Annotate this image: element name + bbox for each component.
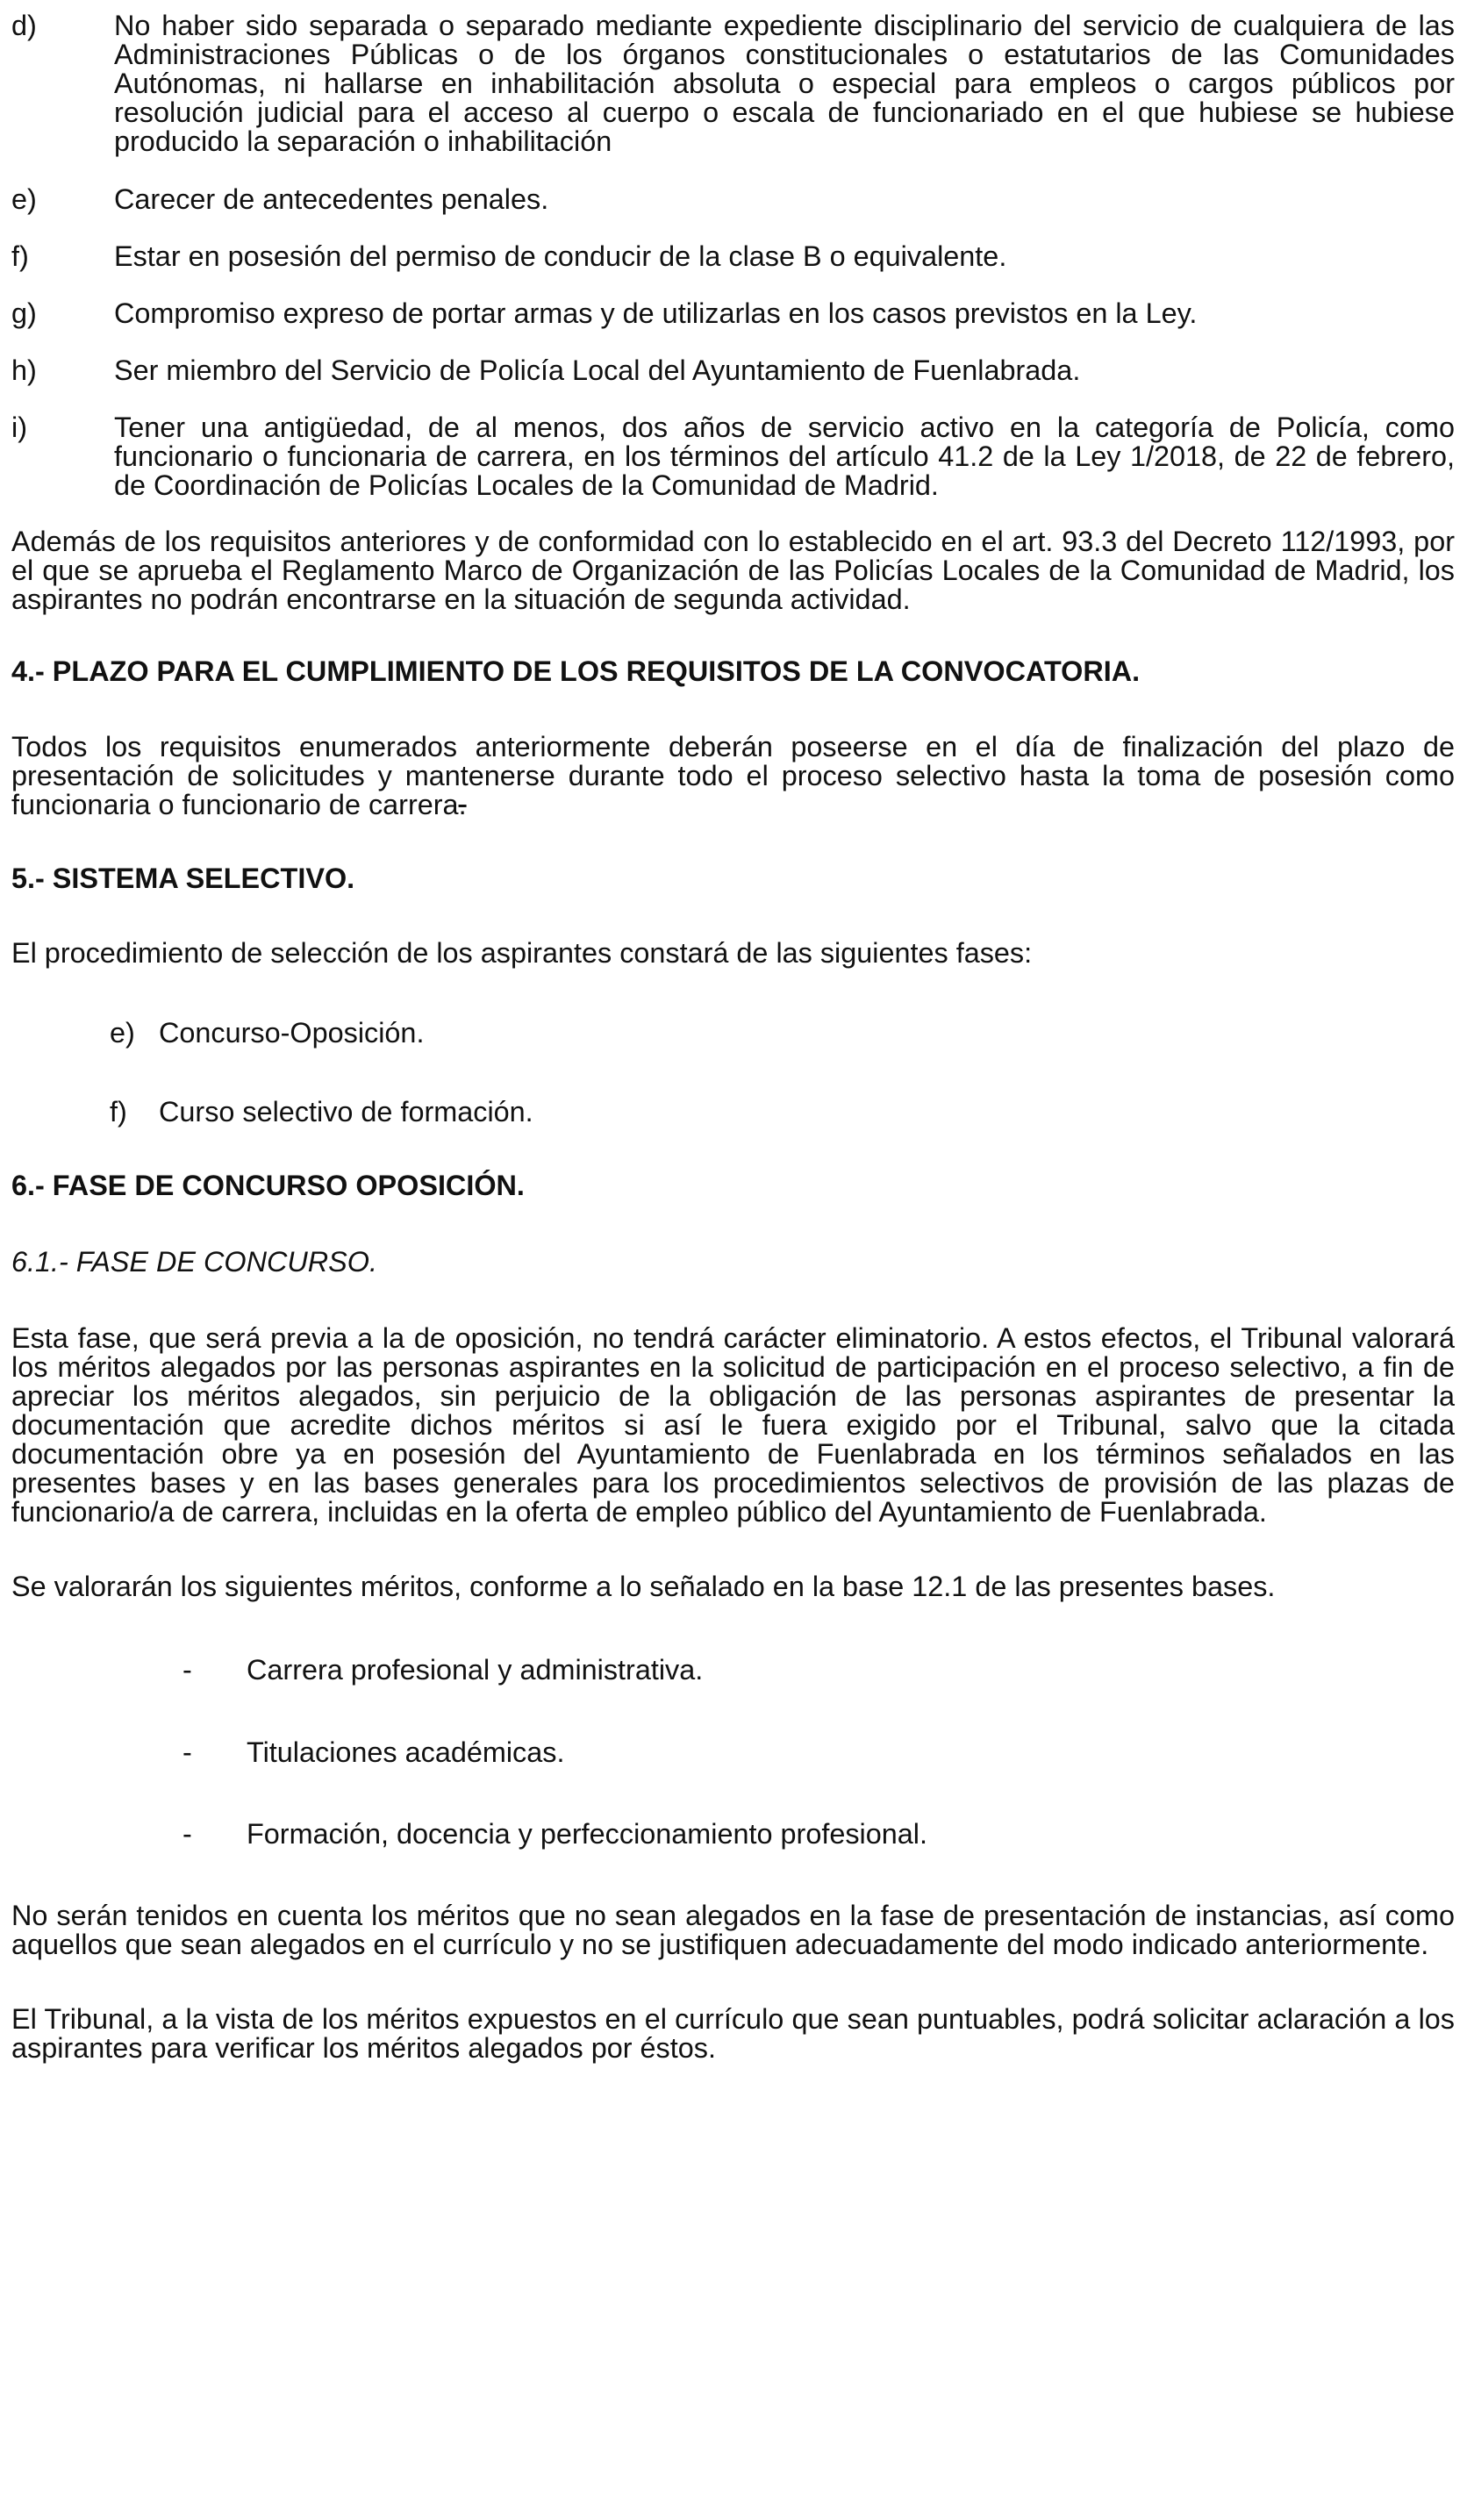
- requirement-letter: g): [11, 297, 37, 329]
- phase-text: Curso selectivo de formación.: [159, 1096, 533, 1128]
- requirement-letter: h): [11, 354, 37, 386]
- merit-dash: -: [182, 1818, 192, 1850]
- concurso-paragraph: Esta fase, que será previa a la de oposición, no tendrá carácter eliminatorio. A estos efectos, el Tribunal valorará los méritos alegados por las personas aspirantes en la solicitud de participación en el proceso selectivo, a fin de apreciar los méritos alegados, sin perjuicio de la obligación de las personas aspirantes de presentar la documentación que acredite dichos méritos si así le fuera exigido por el Tribunal, salvo que la citada documentación obre ya en posesión del Ayuntamiento de Fuenlabrada en los términos señalados en las presentes bases y en las bases generales para los procedimientos selectivos de provisión de las plazas de funcionario/a de carrera, incluidas en la oferta de empleo público del Ayuntamiento de Fuenlabrada.: [11, 1322, 1455, 1528]
- requirement-text: Ser miembro del Servicio de Policía Local del Ayuntamiento de Fuenlabrada.: [114, 354, 1081, 386]
- section-5-intro: El procedimiento de selección de los aspirantes constará de las siguientes fases:: [11, 937, 1033, 969]
- merit-item: [11, 1656, 1455, 1685]
- requirement-text: No haber sido separada o separado mediante expediente disciplinario del servicio de cualquiera de las Administraciones Públicas o de los órganos constitucionales o estatutarios de las Comunidades Autónomas, ni hallarse en inhabilitación absoluta o especial para empleos o cargos públicos por resolución judicial para el acceso al cuerpo o escala de funcionariado en el que hubiese se hubiese producido la separación o inhabilitación: [114, 10, 1455, 157]
- document-page: [11, 11, 1455, 2063]
- additional-paragraph: Además de los requisitos anteriores y de conformidad con lo establecido en el art. 93.3 del Decreto 112/1993, por el que se aprueba el Reglamento Marco de Organización de las Policías Locales de la Comunidad de Madrid, los aspirantes no podrán encontrarse en la situación de segunda actividad.: [11, 526, 1455, 615]
- merit-text: Titulaciones académicas.: [247, 1736, 565, 1768]
- section-4-heading: 4.- PLAZO PARA EL CUMPLIMIENTO DE LOS REQUISITOS DE LA CONVOCATORIA.: [11, 655, 1141, 687]
- section-6-1-subheading: 6.1.- FASE DE CONCURSO.: [11, 1246, 377, 1278]
- phase-letter: f): [110, 1096, 127, 1128]
- merit-text: Formación, docencia y perfeccionamiento profesional.: [247, 1818, 927, 1850]
- merits-intro: Se valorarán los siguientes méritos, conforme a lo señalado en la base 12.1 de las presentes bases.: [11, 1571, 1276, 1602]
- merit-dash: -: [182, 1654, 192, 1686]
- requirement-item: [11, 11, 1455, 156]
- section-4-text: Todos los requisitos enumerados anteriormente deberán poseerse en el día de finalización del plazo de presentación de solicitudes y mantenerse durante todo el proceso selectivo hasta la toma de posesión como funcionaria o funcionario de carrera: [11, 731, 1455, 820]
- section-5-heading: 5.- SISTEMA SELECTIVO.: [11, 863, 355, 894]
- requirement-item: [11, 185, 1455, 214]
- section-6-heading: 6.- FASE DE CONCURSO OPOSICIÓN.: [11, 1170, 525, 1201]
- requirement-letter: i): [11, 412, 27, 443]
- phase-letter: e): [110, 1017, 135, 1049]
- requirement-item: [11, 242, 1455, 271]
- unalleged-merits-paragraph: No serán tenidos en cuenta los méritos que no sean alegados en la fase de presentación de instancias, así como aquellos que sean alegados en el currículo y no se justifiquen adecuadamente del modo indicado anteriormente.: [11, 1900, 1455, 1960]
- merit-item: [11, 1738, 1455, 1767]
- section-4-paragraph: [11, 733, 1455, 820]
- requirement-item: [11, 299, 1455, 328]
- phase-item: [11, 1019, 1455, 1048]
- requirement-item: [11, 413, 1455, 500]
- phase-text: Concurso-Oposición.: [159, 1017, 425, 1049]
- struck-period: .: [458, 789, 467, 820]
- requirement-text: Compromiso expreso de portar armas y de utilizarlas en los casos previstos en la Ley.: [114, 297, 1198, 329]
- phase-item: [11, 1098, 1455, 1127]
- requirement-text: Estar en posesión del permiso de conducir de la clase B o equivalente.: [114, 240, 1007, 272]
- merit-text: Carrera profesional y administrativa.: [247, 1654, 704, 1686]
- merit-dash: -: [182, 1736, 192, 1768]
- merit-item: [11, 1820, 1455, 1849]
- requirement-item: [11, 356, 1455, 385]
- tribunal-paragraph: El Tribunal, a la vista de los méritos expuestos en el currículo que sean puntuables, podrá solicitar aclaración a los aspirantes para verificar los méritos alegados por éstos.: [11, 2003, 1455, 2064]
- requirement-letter: e): [11, 183, 37, 215]
- requirement-text: Tener una antigüedad, de al menos, dos años de servicio activo en la categoría de Policía, como funcionario o funcionaria de carrera, en los términos del artículo 41.2 de la Ley 1/2018, de 22 de febrero, de Coordinación de Policías Locales de la Comunidad de Madrid.: [114, 412, 1455, 501]
- requirement-letter: f): [11, 240, 29, 272]
- requirement-text: Carecer de antecedentes penales.: [114, 183, 549, 215]
- requirement-letter: d): [11, 10, 37, 41]
